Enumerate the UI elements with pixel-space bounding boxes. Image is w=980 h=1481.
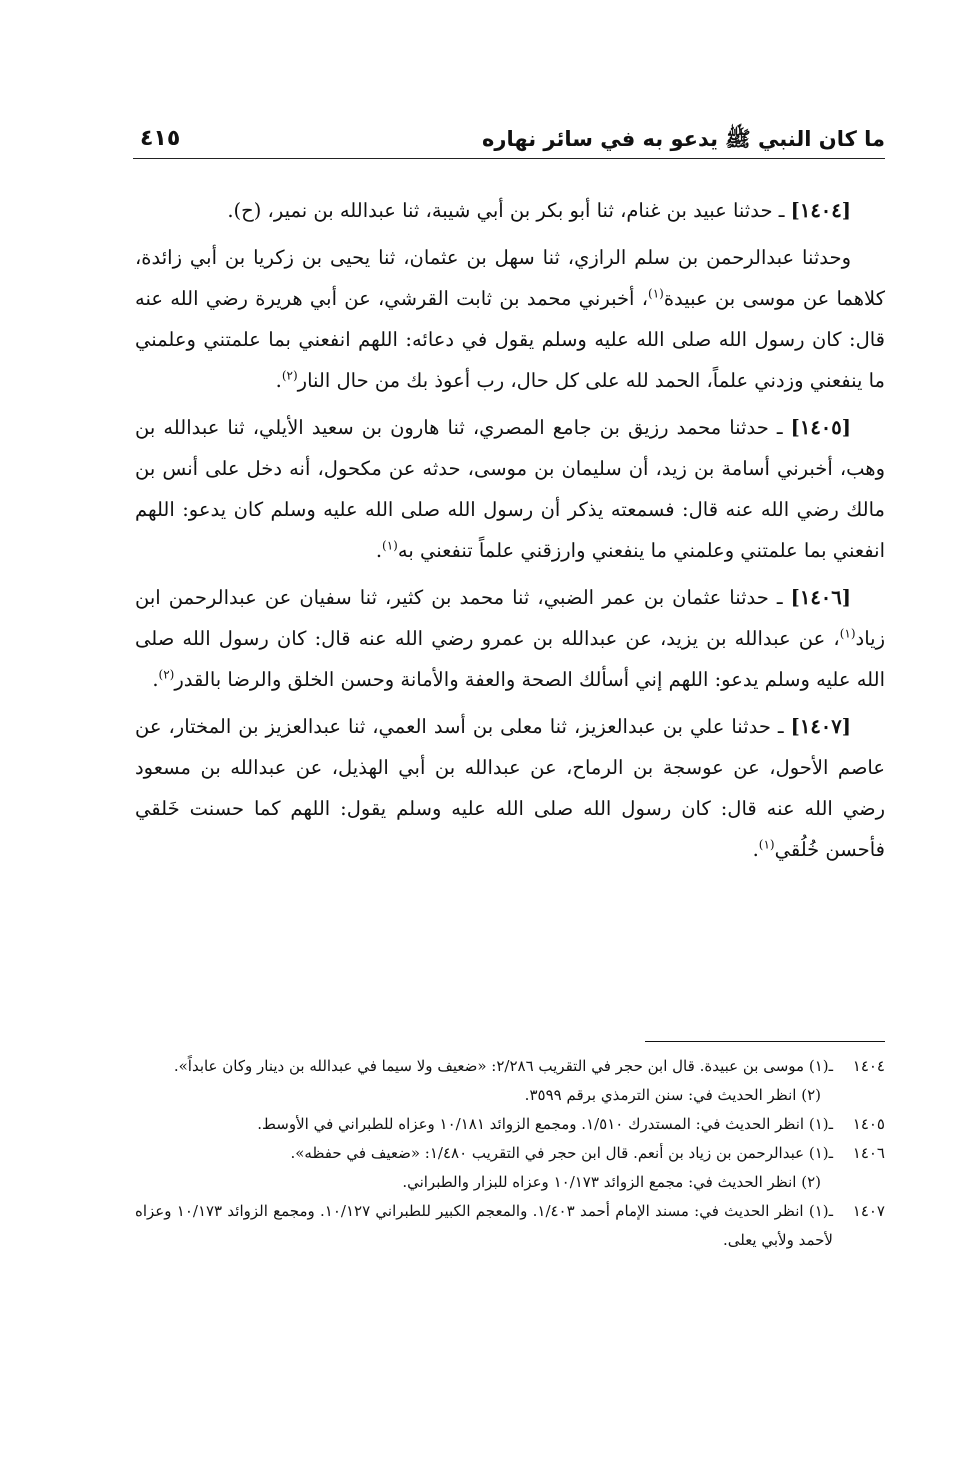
footnote-text: ـ(١) انظر الحديث في: المستدرك ١/٥١٠. ومجمع الزوائد ١٠/١٨١ وعزاه للطبراني في الأوسط. xyxy=(257,1115,833,1133)
footnote-1407 xyxy=(135,1197,885,1255)
hadith-1406 xyxy=(135,577,885,700)
hadith-text: ـ حدثنا عثمان بن عمر الضبي، ثنا محمد بن كثير، ثنا سفيان عن عبدالرحمن ابن زياد xyxy=(135,586,885,650)
footnote-divider xyxy=(645,1041,885,1042)
footnote-label: ١٤٠٦ xyxy=(852,1144,885,1162)
sentence-end: . xyxy=(375,539,383,562)
footnote-text: ـ(١) انظر الحديث في: مسند الإمام أحمد ١/٤٠٣. والمعجم الكبير للطبراني ١٠/١٢٧. ومجمع الزوائد ١٠/١٧٣ وعزاه لأحمد ولأبي يعلى. xyxy=(135,1202,833,1249)
footnote-marker: (١) xyxy=(382,538,398,553)
footnote-1405 xyxy=(135,1110,885,1139)
hadith-text: وحدثنا عبدالرحمن بن سلم الرازي، ثنا سهل بن عثمان، ثنا يحيى بن زكريا بن أبي زائدة، كلاهما عن موسى بن عبيدة xyxy=(135,246,885,310)
sentence-end: . xyxy=(152,668,159,691)
hadith-text: ـ حدثنا عبيد بن غنام، ثنا أبو بكر بن أبي شيبة، ثنا عبدالله بن نمير، (ح). xyxy=(227,199,785,222)
sentence-end: . xyxy=(275,369,282,392)
header-divider xyxy=(133,158,885,159)
footnote-text: ـ(١) عبدالرحمن بن زياد بن أنعم. قال ابن حجر في التقريب ١/٤٨٠: «ضعيف في حفظه». xyxy=(290,1144,833,1162)
page-number: ٤١٥ xyxy=(140,126,181,151)
hadith-text: ـ حدثنا محمد رزيق بن جامع المصري، ثنا هارون بن سعيد الأيلي، ثنا عبدالله بن وهب، أخبرني أسامة بن زيد، أن سليمان بن موسى، حدثه عن مكحول، أنه دخل على أنس بن مالك رضي الله عنه قال: فسمعته يذكر أن رسول الله صلى الله عليه وسلم كان يدعو: اللهم انفعني بما علمتني وعلمني ما ينفعني وارزقني علماً تنفعني به xyxy=(135,416,885,562)
footnote-text: ـ(١) موسى بن عبيدة. قال ابن حجر في التقريب ٢/٢٨٦: «ضعيف ولا سيما في عبدالله بن دينار وكان عابداً». xyxy=(173,1057,833,1075)
chapter-title: ما كان النبي ﷺ يدعو به في سائر نهاره xyxy=(482,127,885,151)
footnote-marker: (١) xyxy=(758,837,775,852)
footnote-text: (٢) انظر الحديث في: مجمع الزوائد ١٠/١٧٣ وعزاه للبزار والطبراني. xyxy=(402,1173,821,1191)
footnote-1406-2 xyxy=(135,1168,885,1197)
hadith-1405 xyxy=(135,407,885,571)
hadith-1404-continuation xyxy=(135,237,885,401)
footnote-marker: (٢) xyxy=(281,368,298,383)
footnote-1404-2 xyxy=(135,1081,885,1110)
hadith-text: ، أخبرني محمد بن ثابت القرشي، عن أبي هريرة رضي الله عنه قال: كان رسول الله صلى الله عليه وسلم يقول في دعائه: اللهم انفعني بما علمتني وعلمني ما ينفعني وزدني علماً، الحمد لله على كل حال، رب أعوذ بك من حال النار xyxy=(135,287,885,392)
footnotes-section xyxy=(135,1052,885,1255)
hadith-1407 xyxy=(135,706,885,870)
hadith-1404 xyxy=(135,190,885,231)
footnote-1404 xyxy=(135,1052,885,1081)
footnote-label: ١٤٠٧ xyxy=(852,1202,885,1220)
footnote-marker: (٢) xyxy=(158,667,175,682)
footnote-1406 xyxy=(135,1139,885,1168)
main-text xyxy=(135,190,885,876)
footnote-marker: (١) xyxy=(648,286,664,301)
hadith-text: ، عن عبدالله بن يزيد، عن عبدالله بن عمرو رضي الله عنه قال: كان رسول الله صلى الله عليه وسلم يدعو: اللهم إني أسألك الصحة والعفة والأمانة وحسن الخلق والرضا بالقدر xyxy=(135,627,885,691)
hadith-text: ـ حدثنا علي بن عبدالعزيز، ثنا معلى بن أسد العمي، ثنا عبدالعزيز بن المختار، عن عاصم الأحول، عن عوسجة بن الرماح، عن عبدالله بن أبي الهذيل، عن عبدالله بن مسعود رضي الله عنه قال: كان رسول الله صلى الله عليه وسلم يقول: اللهم كما حسنت خَلقي فأحسن خُلُقي xyxy=(135,715,885,861)
footnote-text: (٢) انظر الحديث في: سنن الترمذي برقم ٣٥٩٩. xyxy=(524,1086,821,1104)
footnote-label: ١٤٠٥ xyxy=(852,1115,885,1133)
running-header xyxy=(130,122,885,162)
hadith-number: [١٤٠٥] xyxy=(790,416,851,439)
hadith-number: [١٤٠٧] xyxy=(790,715,851,738)
footnote-label: ١٤٠٤ xyxy=(852,1057,885,1075)
sentence-end: . xyxy=(752,838,759,861)
hadith-number: [١٤٠٤] xyxy=(790,199,851,222)
hadith-number: [١٤٠٦] xyxy=(790,586,851,609)
footnote-marker: (١) xyxy=(839,626,856,641)
